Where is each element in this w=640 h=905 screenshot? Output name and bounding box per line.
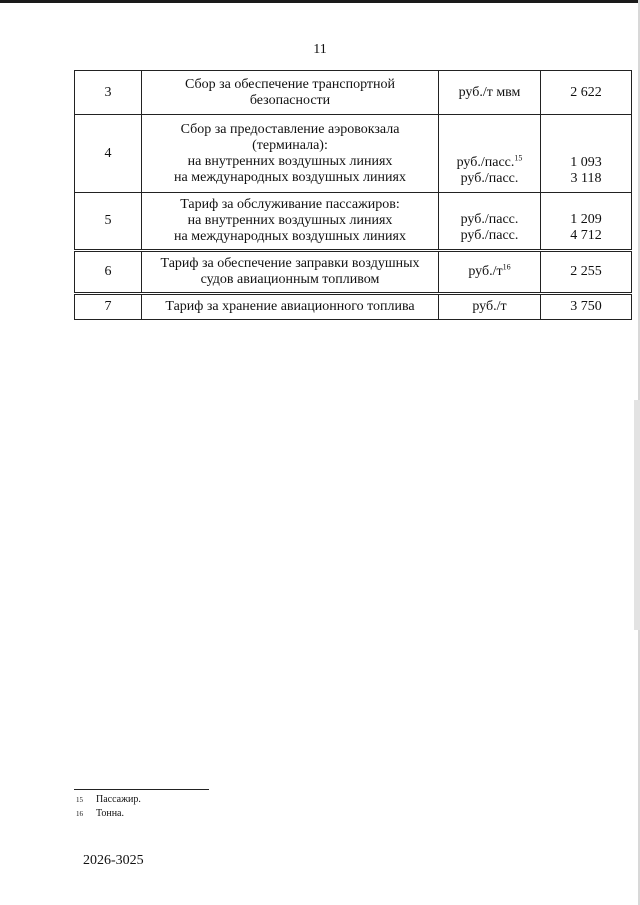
row-name — [142, 71, 439, 115]
table-row — [75, 115, 632, 193]
row-name — [142, 193, 439, 251]
name-line: (терминала): — [252, 137, 328, 153]
name-line: Тариф за обслуживание пассажиров: — [180, 197, 400, 212]
tariff-table — [74, 70, 632, 320]
name-line: судов авиационным топливом — [200, 272, 380, 287]
row-value — [541, 115, 632, 193]
row-unit — [439, 193, 541, 251]
row-value — [541, 71, 632, 115]
value-line: 1 093 — [570, 155, 602, 170]
name-line: Сбор за предоставление аэровокзала — [180, 121, 400, 137]
row-unit — [439, 115, 541, 193]
name-line: безопасности — [249, 92, 331, 108]
row-name — [142, 115, 439, 193]
table-row — [75, 294, 632, 320]
table-row — [75, 251, 632, 294]
row-number: 5 — [75, 193, 142, 251]
footnote-mark: 15 — [76, 796, 83, 804]
name-line: Тариф за обеспечение заправки воздушных — [160, 256, 420, 271]
footnote-ref: 16 — [502, 262, 511, 272]
footnote-text: Пассажир. — [96, 794, 141, 805]
name-line: на внутренних воздушных линиях — [187, 153, 393, 169]
unit-line: руб./пасс. — [460, 171, 519, 186]
row-number: 4 — [75, 115, 142, 193]
footnote-ref: 15 — [514, 153, 523, 163]
footnote-text: Тонна. — [96, 808, 124, 819]
value-line: 4 712 — [570, 228, 602, 243]
unit-line: $руб./т^{16}$ — [468, 262, 511, 279]
value-line: 3 118 — [570, 171, 602, 186]
footnote-separator — [74, 789, 209, 790]
row-number: 6 — [75, 251, 142, 294]
row-number: 3 — [75, 71, 142, 115]
footnote-mark: 16 — [76, 810, 83, 818]
unit-line: руб./пасс. — [460, 212, 519, 227]
name-line: Тариф за хранение авиационного топлива — [165, 299, 415, 314]
unit-line: руб./т — [472, 299, 507, 314]
name-line: на международных воздушных линиях — [174, 169, 406, 185]
document-code: 2026-3025 — [83, 853, 144, 868]
value-line: 2 255 — [570, 264, 602, 279]
name-line: Сбор за обеспечение транспортной — [184, 76, 396, 92]
unit-line: руб./пасс. — [460, 228, 519, 243]
value-line: 3 750 — [570, 299, 602, 314]
row-unit — [439, 294, 541, 320]
page-number: 11 — [313, 42, 327, 57]
value-line: 2 622 — [570, 84, 602, 100]
row-value — [541, 251, 632, 294]
footnote — [76, 808, 124, 820]
row-name — [142, 251, 439, 294]
value-line: 1 209 — [570, 212, 602, 227]
scan-shadow-right — [634, 400, 640, 630]
name-line: на внутренних воздушных линиях — [187, 213, 393, 228]
scan-edge-top — [0, 0, 640, 3]
row-unit — [439, 251, 541, 294]
unit-line: руб./т мвм — [458, 84, 521, 100]
row-unit — [439, 71, 541, 115]
unit-line: руб./пасс.$^{15}$ — [456, 153, 523, 170]
row-value — [541, 193, 632, 251]
name-line: на международных воздушных линиях — [174, 229, 406, 244]
table-row — [75, 71, 632, 115]
row-value — [541, 294, 632, 320]
row-number: 7 — [75, 294, 142, 320]
table-row — [75, 193, 632, 251]
row-name — [142, 294, 439, 320]
footnote — [76, 794, 141, 806]
